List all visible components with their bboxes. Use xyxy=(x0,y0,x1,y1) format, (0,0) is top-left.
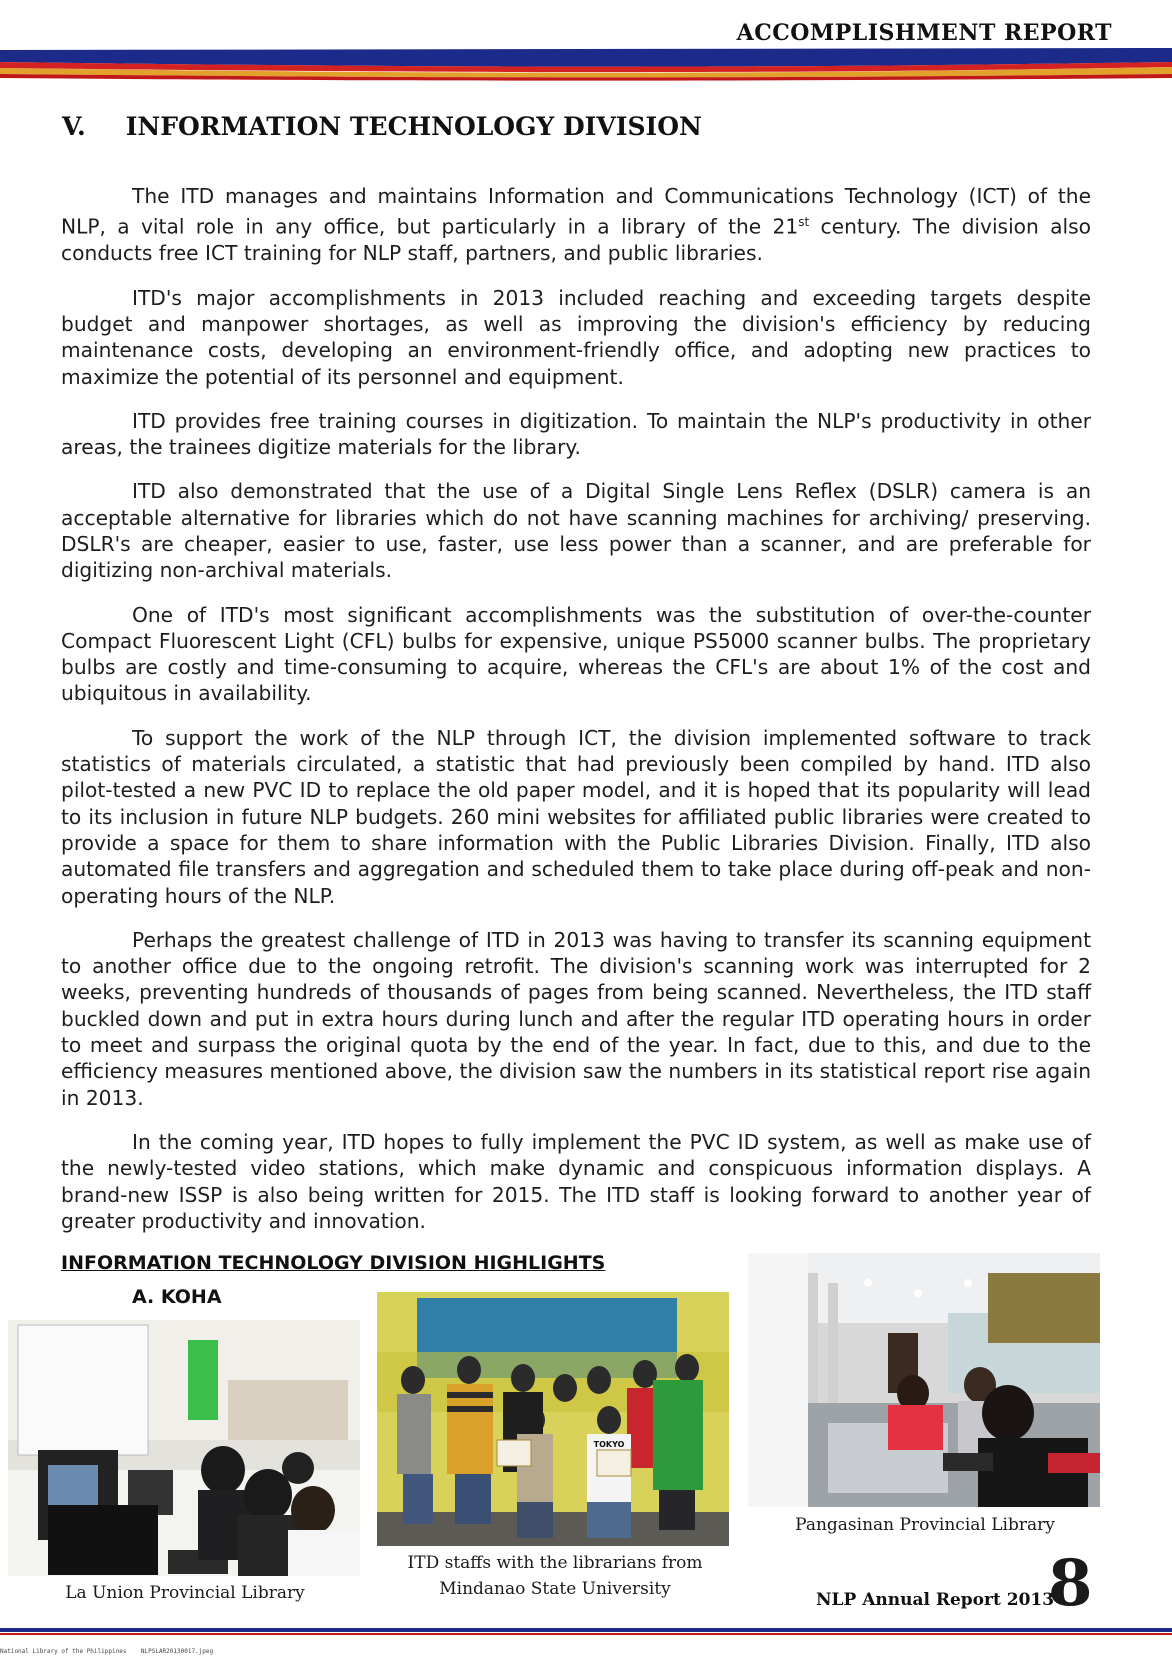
paragraph-4: ITD also demonstrated that the use of a Digital Single Lens Reflex (DSLR) camera is an acceptable alternative for libraries which do not have scanning machines for archiving/ preserving. DSLR's are cheaper, easier to use, faster, use less power than a scanner, and are preferable for digitizing non-archival materials. xyxy=(61,479,1091,583)
section-number: V. xyxy=(62,112,86,141)
page-number: 8 xyxy=(1048,1546,1093,1621)
paragraph-3: ITD provides free training courses in digitization. To maintain the NLP's productivity in other areas, the trainees digitize materials for the library. xyxy=(61,408,1091,460)
caption-itd-staff-line2: Mindanao State University xyxy=(439,1579,671,1599)
photo-la-union xyxy=(8,1320,360,1576)
photo-pangasinan xyxy=(748,1253,1100,1507)
paragraph-2: ITD's major accomplishments in 2013 included reaching and exceeding targets despite budget and manpower shortages, as well as improving the division's efficiency by reducing maintenance costs, developing an environment-friendly office, and adopting new practices to maximize the potential of its personnel and equipment. xyxy=(61,285,1091,389)
ordinal-suffix: st xyxy=(798,215,810,230)
caption-itd-staff xyxy=(380,1550,730,1602)
highlights-title: INFORMATION TECHNOLOGY DIVISION HIGHLIGHTS xyxy=(61,1252,606,1274)
paragraph-6: To support the work of the NLP through ICT, the division implemented software to track statistics of materials circulated, a statistic that had previously been compiled by hand. ITD also pilot-tested a new PVC ID to replace the old paper model, and it is hoped that its popularity will lead to its inclusion in future NLP budgets. 260 mini websites for affiliated public libraries were created to provide a space for them to share information with the Public Libraries Division. Finally, ITD also automated file transfers and aggregation and scheduled them to take place during off-peak and non-operating hours of the NLP. xyxy=(61,725,1091,908)
footer-rule-red xyxy=(0,1633,1172,1635)
body-text xyxy=(61,183,1091,1252)
section-heading xyxy=(62,112,702,141)
report-header-title: ACCOMPLISHMENT REPORT xyxy=(736,20,1112,46)
footer-report-label: NLP Annual Report 2013 xyxy=(816,1590,1055,1610)
paragraph-1: The ITD manages and maintains Information and Communications Technology (ICT) of the NLP, a vital role in any office, but particularly in a library of the 21st century. The division also conducts free ICT training for NLP staff, partners, and public libraries. xyxy=(61,184,1092,266)
photo-itd-staff-group xyxy=(377,1292,729,1546)
paragraph-7: Perhaps the greatest challenge of ITD in 2013 was having to transfer its scanning equipment to another office due to the ongoing retrofit. The division's scanning work was interrupted for 2 weeks, preventing hundreds of thousands of pages from being scanned. Nevertheless, the ITD staff buckled down and put in extra hours during lunch and after the regular ITD operating hours in order to meet and surpass the original quota by the end of the year. In fact, due to this, and due to the efficiency measures mentioned above, the division saw the numbers in its statistical report rise again in 2013. xyxy=(61,927,1091,1110)
caption-pangasinan: Pangasinan Provincial Library xyxy=(795,1515,1055,1535)
caption-itd-staff-line1: ITD staffs with the librarians from xyxy=(407,1553,703,1573)
footer-rule-blue xyxy=(0,1628,1172,1632)
header-band xyxy=(0,48,1172,82)
footer-meta: National Library of the Philippines NLPSLAR20130017.jpeg xyxy=(0,1648,214,1655)
section-title: INFORMATION TECHNOLOGY DIVISION xyxy=(125,112,702,141)
tshirt-text: TOKYO xyxy=(593,1440,625,1449)
caption-la-union: La Union Provincial Library xyxy=(65,1583,305,1603)
paragraph-8: In the coming year, ITD hopes to fully implement the PVC ID system, as well as make use of the newly-tested video stations, which make dynamic and conspicuous information displays. A brand-new ISSP is also being written for 2015. The ITD staff is looking forward to another year of greater productivity and innovation. xyxy=(61,1129,1091,1233)
paragraph-5: One of ITD's most significant accomplishments was the substitution of over-the-counter Compact Fluorescent Light (CFL) bulbs for expensive, unique PS5000 scanner bulbs. The proprietary bulbs are costly and time-consuming to acquire, whereas the CFL's are about 1% of the cost and ubiquitous in availability. xyxy=(61,602,1091,706)
koha-subheading: A. KOHA xyxy=(132,1286,222,1308)
